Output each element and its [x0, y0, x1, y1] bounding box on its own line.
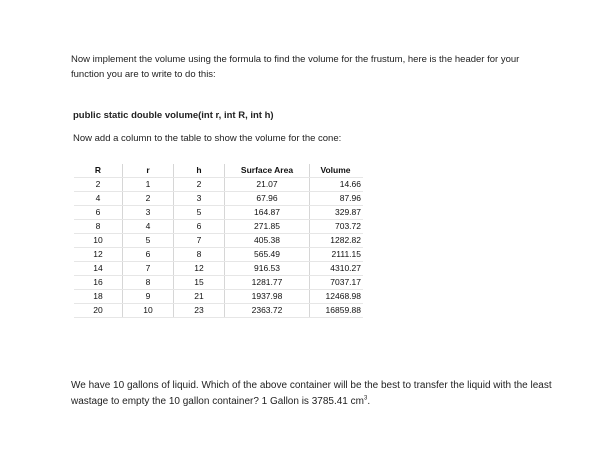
table-row [74, 262, 363, 276]
table-row [74, 248, 363, 262]
cell-h: 6 [174, 220, 225, 234]
cell-h: 8 [174, 248, 225, 262]
cell-surface-area: 2363.72 [225, 304, 310, 318]
table-row [74, 206, 363, 220]
cell-volume: 1282.82 [310, 234, 364, 248]
cell-surface-area: 1937.98 [225, 290, 310, 304]
cell-h: 2 [174, 178, 225, 192]
header-volume: Volume [310, 164, 364, 178]
table-row [74, 276, 363, 290]
cell-surface-area: 565.49 [225, 248, 310, 262]
header-R: R [74, 164, 123, 178]
table-row [74, 178, 363, 192]
cell-r: 6 [123, 248, 174, 262]
header-surface-area: Surface Area [225, 164, 310, 178]
cell-volume: 14.66 [310, 178, 364, 192]
cell-h: 15 [174, 276, 225, 290]
cell-R: 6 [74, 206, 123, 220]
cell-volume: 16859.88 [310, 304, 364, 318]
cell-h: 21 [174, 290, 225, 304]
question-text: We have 10 gallons of liquid. Which of the above container will be the best to transfer the liquid with the least wastage to empty the 10 gallon container? 1 Gallon is 3785.41 cm [71, 380, 552, 407]
cell-h: 12 [174, 262, 225, 276]
cell-volume: 12468.98 [310, 290, 364, 304]
instruction-paragraph: Now add a column to the table to show the volume for the cone: [73, 133, 342, 144]
cell-r: 1 [123, 178, 174, 192]
cell-volume: 2111.15 [310, 248, 364, 262]
header-r: r [123, 164, 174, 178]
cell-r: 3 [123, 206, 174, 220]
cell-r: 5 [123, 234, 174, 248]
cell-h: 3 [174, 192, 225, 206]
cell-h: 5 [174, 206, 225, 220]
cell-volume: 329.87 [310, 206, 364, 220]
cell-surface-area: 271.85 [225, 220, 310, 234]
cell-R: 12 [74, 248, 123, 262]
table-row [74, 192, 363, 206]
cell-r: 9 [123, 290, 174, 304]
question-end: . [367, 396, 371, 407]
cell-R: 8 [74, 220, 123, 234]
cell-R: 10 [74, 234, 123, 248]
cell-volume: 703.72 [310, 220, 364, 234]
cell-h: 7 [174, 234, 225, 248]
cell-R: 16 [74, 276, 123, 290]
table-row [74, 290, 363, 304]
cell-r: 2 [123, 192, 174, 206]
cell-R: 18 [74, 290, 123, 304]
cell-h: 23 [174, 304, 225, 318]
cell-r: 4 [123, 220, 174, 234]
cubic-superscript: 3 [363, 395, 368, 402]
table-row [74, 234, 363, 248]
cell-surface-area: 405.38 [225, 234, 310, 248]
cell-R: 4 [74, 192, 123, 206]
table-header-row [74, 164, 363, 178]
cell-surface-area: 916.53 [225, 262, 310, 276]
table-row [74, 304, 363, 318]
cell-surface-area: 21.07 [225, 178, 310, 192]
cell-r: 10 [123, 304, 174, 318]
table-row [74, 220, 363, 234]
cell-volume: 4310.27 [310, 262, 364, 276]
function-header: public static double volume(int r, int R, int h) [73, 110, 274, 121]
question-paragraph [71, 378, 571, 410]
cell-volume: 87.96 [310, 192, 364, 206]
cell-r: 7 [123, 262, 174, 276]
cell-surface-area: 67.96 [225, 192, 310, 206]
cell-R: 20 [74, 304, 123, 318]
cell-R: 14 [74, 262, 123, 276]
cell-R: 2 [74, 178, 123, 192]
header-h: h [174, 164, 225, 178]
cell-r: 8 [123, 276, 174, 290]
cone-table [74, 164, 363, 318]
intro-paragraph: Now implement the volume using the formula to find the volume for the frustum, here is the header for your function you are to write to do this: [71, 54, 520, 80]
cell-surface-area: 1281.77 [225, 276, 310, 290]
cell-surface-area: 164.87 [225, 206, 310, 220]
cell-volume: 7037.17 [310, 276, 364, 290]
